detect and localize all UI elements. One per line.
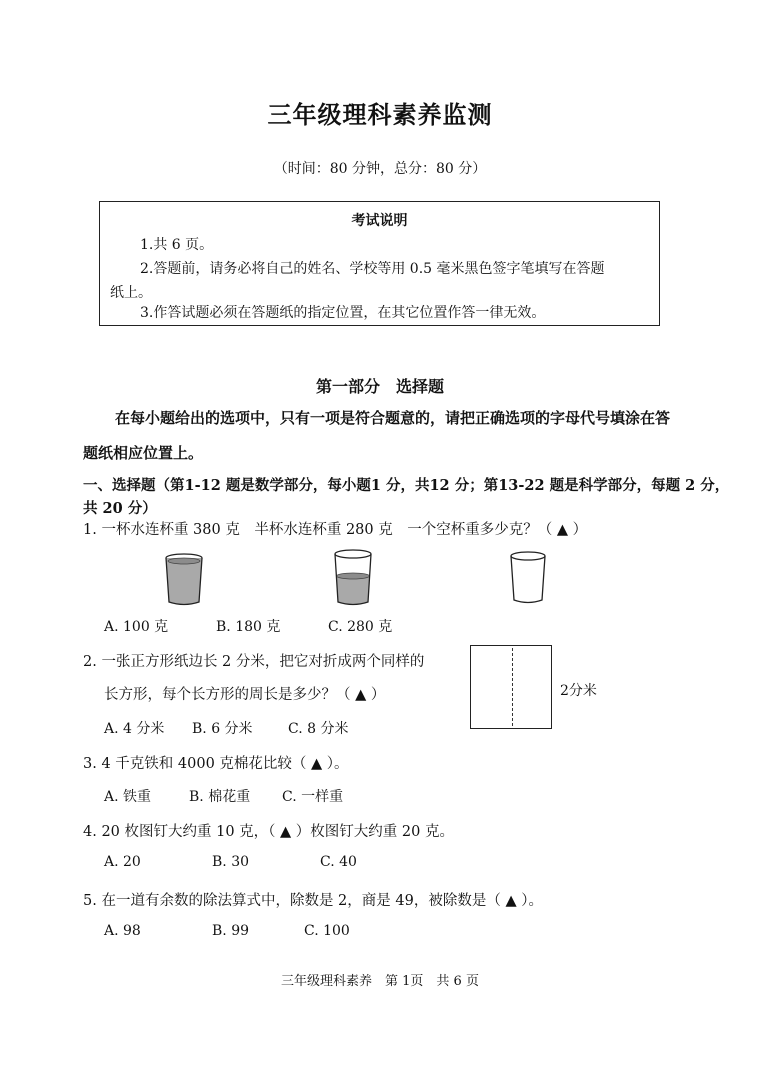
q4-option-b: B. 30: [212, 854, 250, 870]
q5-option-a: A. 98: [104, 923, 141, 939]
instruction-1: 1.共 6 页。: [140, 237, 214, 253]
q3-option-b: B. 棉花重: [189, 789, 251, 805]
part-one-heading: 第一部分 选择题: [315, 377, 444, 396]
instruction-2-cont: 纸上。: [110, 285, 152, 301]
q5-option-b: B. 99: [212, 923, 250, 939]
question-3: 3. 4 千克铁和 4000 克棉花比较（ ▲ ）。: [83, 756, 349, 772]
part-one-intro-cont: 题纸相应位置上。: [83, 444, 204, 462]
q1-option-b: B. 180 克: [216, 619, 281, 635]
q4-option-a: A. 20: [104, 854, 141, 870]
question-1: 1. 一杯水连杯重 380 克 半杯水连杯重 280 克 一个空杯重多少克？（ ▲ ）: [83, 522, 588, 538]
q3-option-c: C. 一样重: [282, 789, 344, 805]
page-footer: 三年级理科素养 第 1页 共 6 页: [281, 974, 479, 989]
square-paper-figure: [470, 645, 552, 729]
q2-option-a: A. 4 分米: [104, 721, 165, 737]
q2-option-c: C. 8 分米: [288, 721, 349, 737]
exam-instructions-box: [99, 201, 660, 326]
instructions-heading: 考试说明: [351, 213, 408, 229]
question-2: 2. 一张正方形纸边长 2 分米，把它对折成两个同样的: [83, 654, 425, 670]
section-one-heading: 一、选择题（第1-12 题是数学部分，每小题1 分，共12 分；第13-22 题是科学部分，每题 2 分，: [83, 477, 730, 494]
side-length-label: 2分米: [560, 683, 597, 699]
part-one-intro: 在每小题给出的选项中，只有一项是符合题意的，请把正确选项的字母代号填涂在答: [115, 409, 671, 427]
question-5: 5. 在一道有余数的除法算式中，除数是 2，商是 49，被除数是（ ▲ ）。: [83, 893, 543, 909]
page-title: 三年级理科素养监测: [267, 100, 493, 129]
question-2-cont: 长方形，每个长方形的周长是多少？（ ▲ ）: [104, 687, 386, 703]
q3-option-a: A. 铁重: [104, 789, 152, 805]
fold-line: [512, 648, 513, 726]
question-4: 4. 20 枚图钉大约重 10 克，（ ▲ ）枚图钉大约重 20 克。: [83, 824, 454, 840]
exam-time-info: （时间：80 分钟，总分：80 分）: [273, 161, 487, 177]
full-cup-icon: [160, 552, 208, 606]
instruction-2: 2.答题前，请务必将自己的姓名、学校等用 0.5 毫米黑色签字笔填写在答题: [140, 261, 605, 277]
q1-option-a: A. 100 克: [104, 619, 169, 635]
instruction-3: 3.作答试题必须在答题纸的指定位置，在其它位置作答一律无效。: [140, 305, 546, 321]
empty-cup-icon: [506, 550, 550, 606]
q4-option-c: C. 40: [320, 854, 357, 870]
q1-option-c: C. 280 克: [328, 619, 393, 635]
q5-option-c: C. 100: [304, 923, 350, 939]
section-one-heading-cont: 共 20 分）: [83, 500, 157, 517]
half-cup-icon: [329, 548, 377, 606]
q2-option-b: B. 6 分米: [192, 721, 253, 737]
